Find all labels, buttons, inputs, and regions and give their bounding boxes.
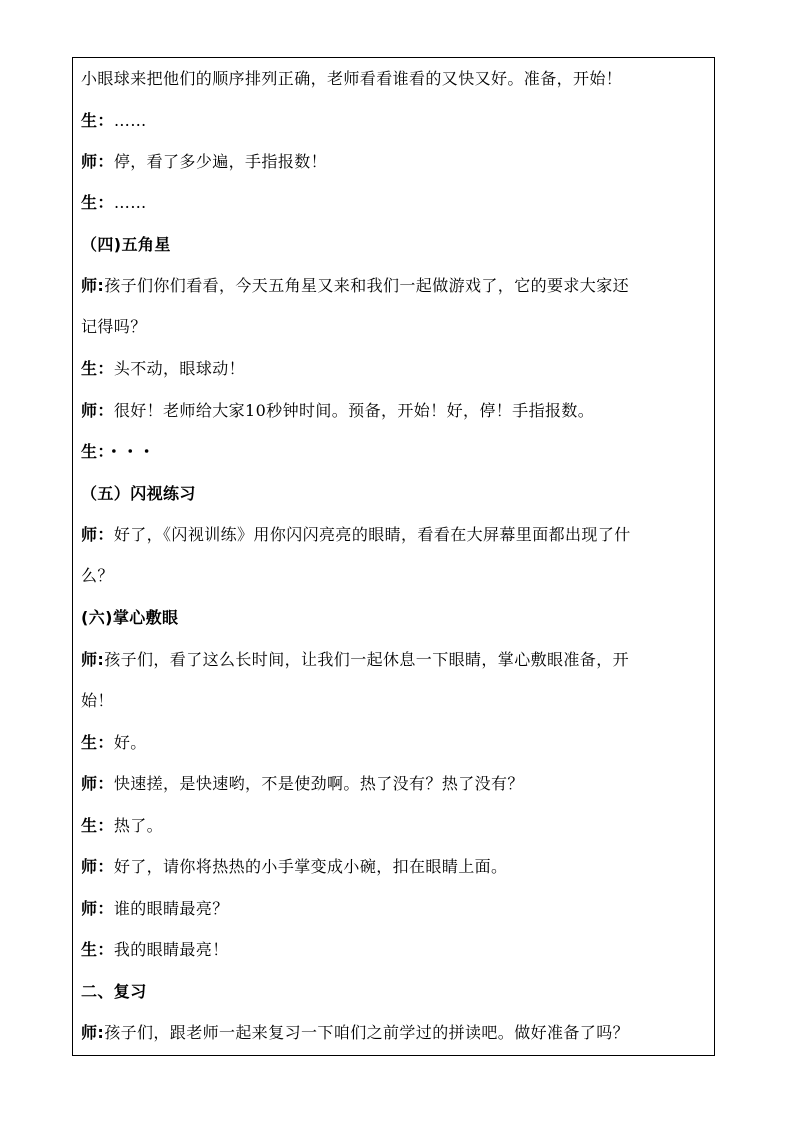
dialogue-line [81,774,711,794]
dialogue-line [81,940,711,960]
section-heading [81,484,711,504]
speaker-label: 师： [81,899,114,918]
speaker-label: 生： [81,733,114,752]
dialogue-line [81,193,711,213]
heading-text: 二、复习 [81,982,147,1001]
line-text: 热了。 [113,816,164,835]
heading-text: （四)五角星 [81,235,171,254]
line-text: 快速搓，是快速哟，不是使劲啊。热了没有？热了没有？ [113,774,524,793]
section-heading [81,982,711,1002]
speaker-label: 师： [81,774,114,793]
line-text: 谁的眼睛最亮？ [113,899,229,918]
line-text: 头不动，眼球动！ [113,359,246,378]
line-text: …… [113,111,147,130]
line-text: 记得吗？ [81,317,147,336]
dialogue-line [81,152,711,172]
dialogue-line [81,442,711,462]
line-text: 孩子们你们看看，今天五角星又来和我们一起做游戏了，它的要求大家还 [104,276,630,295]
line-text: 好了，《闪视训练》用你闪闪亮亮的眼睛，看看在大屏幕里面都出现了什 [113,525,631,544]
speaker-label: 师： [81,857,114,876]
dialogue-line [81,525,711,545]
line-text: 好了，请你将热热的小手掌变成小碗，扣在眼睛上面。 [113,857,508,876]
dialogue-line [81,650,711,670]
speaker-label: 生： [81,940,114,959]
heading-text: (六)掌心敷眼 [81,608,179,627]
line-text: 孩子们，看了这么长时间，让我们一起休息一下眼睛，掌心敷眼准备，开 [104,650,630,669]
dialogue-line [81,276,711,296]
dialogue-line [81,401,711,421]
line-text: 么？ [81,566,114,585]
speaker-label: 生： [81,193,114,212]
speaker-label: 师: [81,650,105,669]
dialogue-line [81,111,711,131]
text-line [81,566,711,586]
line-text: 好。 [113,733,147,752]
dialogue-line [81,359,711,379]
speaker-label: 师： [81,401,114,420]
line-text: 始！ [81,691,114,710]
text-line [81,691,711,711]
speaker-label: 师： [81,152,114,171]
line-text: 停，看了多少遍，手指报数！ [113,152,328,171]
speaker-label: 生： [81,111,114,130]
speaker-label: 师: [81,1023,105,1042]
dialogue-line [81,857,711,877]
section-heading [81,235,711,255]
line-text: 很好！老师给大家10秒钟时间。预备，开始！好，停！手指报数。 [113,401,595,420]
section-heading [81,608,711,628]
speaker-label: 生： [81,816,114,835]
dialogue-line [81,733,711,753]
line-text: …… [113,193,147,212]
line-text: ・・・ [105,442,156,461]
text-line [81,69,711,89]
dialogue-line [81,816,711,836]
line-text: 我的眼睛最亮！ [113,940,229,959]
line-text: 孩子们，跟老师一起来复习一下咱们之前学过的拼读吧。做好准备了吗？ [104,1023,630,1042]
text-line [81,317,711,337]
dialogue-line [81,899,711,919]
line-text: 小眼球来把他们的顺序排列正确，老师看看谁看的又快又好。准备，开始！ [81,69,623,88]
dialogue-line [81,1023,711,1043]
speaker-label: 生： [81,359,114,378]
speaker-label: 师： [81,525,114,544]
speaker-label: 师: [81,276,105,295]
speaker-label: 生： [81,442,106,461]
heading-text: （五）闪视练习 [81,484,196,503]
